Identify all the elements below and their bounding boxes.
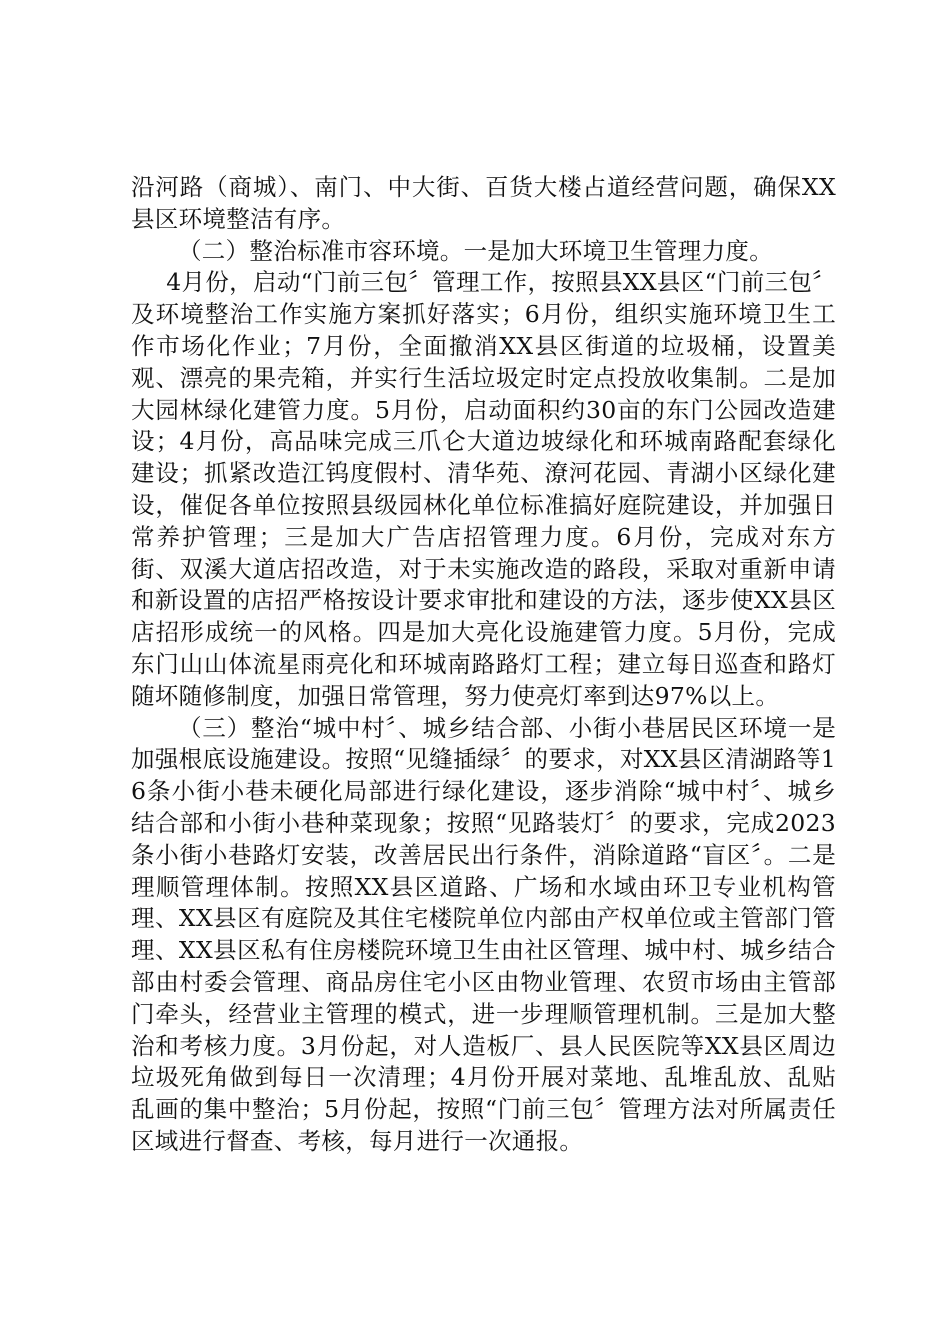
paragraph-section-three: （三）整治“城中村〞、城乡结合部、小街小巷居民区环境一是加强根底设施建设。按照“见缝插绿〞的要求，对XX县区清湖路等16条小街小巷未硬化局部进行绿化建设，逐步消除“城中村〞、城乡结合部和小街小巷种菜现象；按照“见路装灯〞的要求，完成2023条小街小巷路灯安装，改善居民出行条件，消除道路“盲区〞。二是理顺管理体制。按照XX县区道路、广场和水域由环卫专业机构管理、XX县区有庭院及其住宅楼院单位内部由产权单位或主管部门管理、XX县区私有住房楼院环境卫生由社区管理、城中村、城乡结合部由村委会管理、商品房住宅小区由物业管理、农贸市场由主管部门牵头，经营业主管理的模式，进一步理顺管理机制。三是加大整治和考核力度。3月份起，对人造板厂、县人民医院等XX县区周边垃圾死角做到每日一次清理；4月份开展对菜地、乱堆乱放、乱贴乱画的集中整治；5月份起，按照“门前三包〞管理方法对所属责任区域进行督查、考核，每月进行一次通报。 [131,713,836,1155]
paragraph-section-two-heading: （二）整治标准市容环境。一是加大环境卫生管理力度。 [178,236,773,265]
document-body [131,172,836,1158]
paragraph-continuation: 沿河路（商城）、南门、中大街、百货大楼占道经营问题，确保XX县区环境整洁有序。 [131,173,836,233]
paragraph-section-two-body: 4月份，启动“门前三包〞管理工作，按照县XX县区“门前三包〞及环境整治工作实施方案抓好落实；6月份，组织实施环境卫生工作市场化作业；7月份，全面撤消XX县区街道的垃圾桶，设置美观、漂亮的果壳箱，并实行生活垃圾定时定点投放收集制。二是加大园林绿化建管力度。5月份，启动面积约30亩的东门公园改造建设；4月份，高品味完成三爪仑大道边坡绿化和环城南路配套绿化建设；抓紧改造江钨度假村、清华苑、潦河花园、青湖小区绿化建设，催促各单位按照县级园林化单位标准搞好庭院建设，并加强日常养护管理；三是加大广告店招管理力度。6月份，完成对东方街、双溪大道店招改造，对于未实施改造的路段，采取对重新申请和新设置的店招严格按设计要求审批和建设的方法，逐步使XX县区店招形成统一的风格。四是加大亮化设施建管力度。5月份，完成东门山山体流星雨亮化和环城南路路灯工程；建立每日巡查和路灯随坏随修制度，加强日常管理，努力使亮灯率到达97%以上。 [131,268,836,710]
